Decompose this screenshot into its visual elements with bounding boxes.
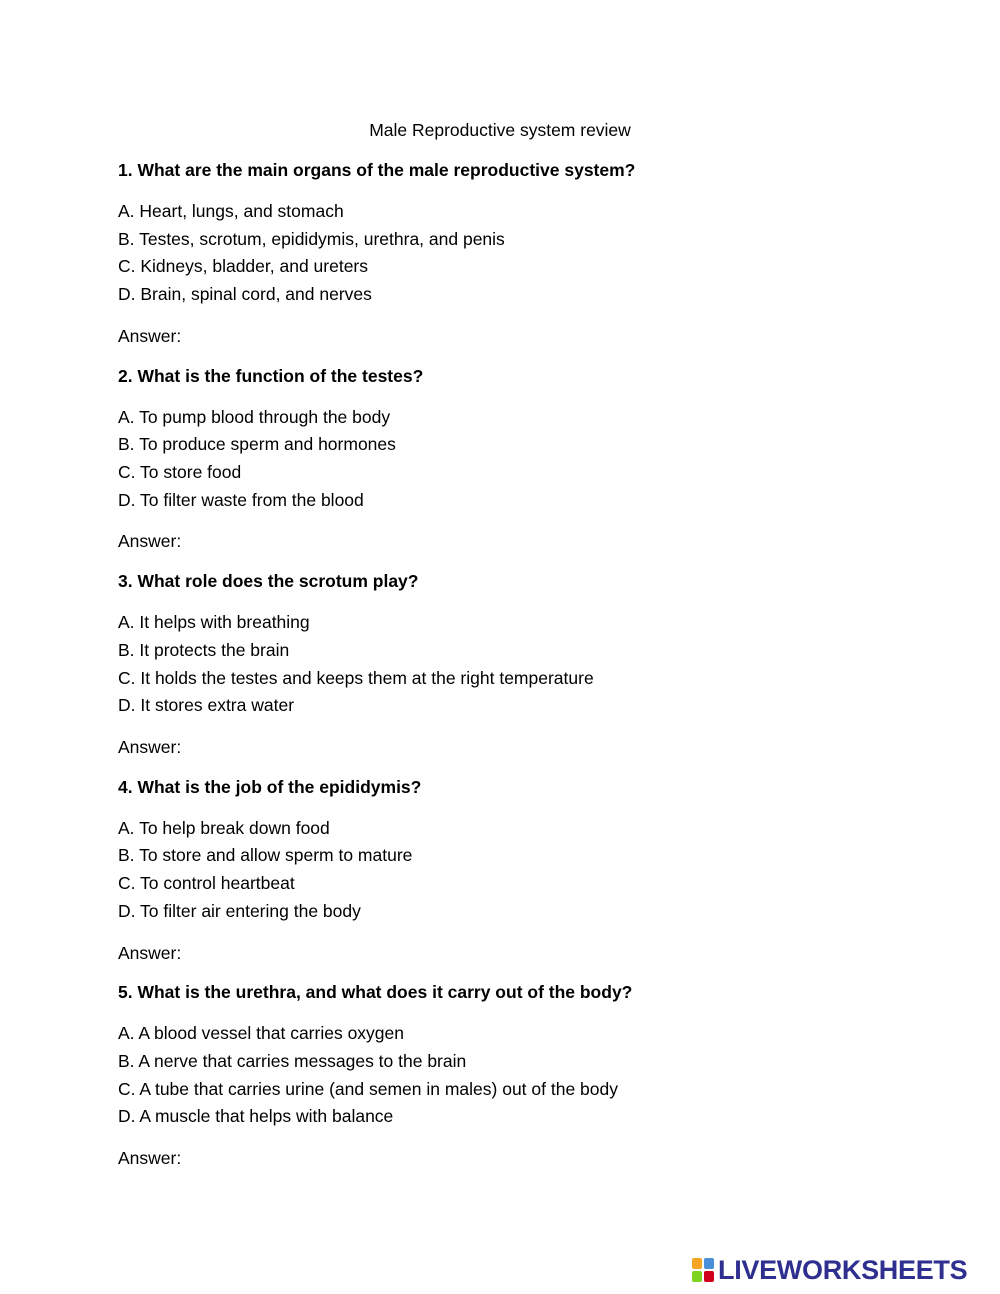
option-item: B. To produce sperm and hormones: [118, 434, 396, 455]
option-item: A. A blood vessel that carries oxygen: [118, 1023, 404, 1044]
question-block-5: [118, 979, 938, 1185]
logo-square: [692, 1258, 702, 1269]
option-item: B. To store and allow sperm to mature: [118, 845, 413, 866]
option-item: C. A tube that carries urine (and semen in males) out of the body: [118, 1078, 618, 1099]
option-item: B. Testes, scrotum, epididymis, urethra, and penis: [118, 228, 505, 249]
option-item: D. To filter air entering the body: [118, 900, 361, 921]
option-item: D. A muscle that helps with balance: [118, 1106, 394, 1127]
question-block-1: [118, 157, 938, 363]
option-item: C. Kidneys, bladder, and ureters: [118, 256, 369, 277]
option-item: B. A nerve that carries messages to the brain: [118, 1051, 467, 1072]
question-text: 3. What role does the scrotum play?: [118, 571, 419, 592]
answer-label: Answer:: [118, 531, 182, 552]
option-item: A. It helps with breathing: [118, 612, 310, 633]
answer-label: Answer:: [118, 1148, 182, 1169]
option-list: [118, 198, 938, 309]
option-item: A. Heart, lungs, and stomach: [118, 201, 344, 221]
option-item: C. To control heartbeat: [118, 873, 295, 894]
option-item: D. It stores extra water: [118, 695, 295, 716]
question-block-4: [118, 774, 938, 980]
question-text: 5. What is the urethra, and what does it carry out of the body?: [118, 982, 633, 1003]
option-item: D. Brain, spinal cord, and nerves: [118, 284, 372, 305]
option-list: [118, 1020, 938, 1131]
option-item: D. To filter waste from the blood: [118, 489, 364, 510]
logo-square: [704, 1271, 714, 1282]
logo-text: LIVEWORKSHEETS: [718, 1255, 968, 1285]
question-text: 2. What is the function of the testes?: [118, 365, 424, 386]
question-block-2: [118, 363, 938, 569]
option-item: B. It protects the brain: [118, 639, 290, 660]
page-title: Male Reproductive system review: [369, 120, 631, 140]
logo-square: [692, 1271, 702, 1282]
option-item: A. To help break down food: [118, 817, 330, 838]
option-list: [118, 404, 938, 515]
option-list: [118, 815, 938, 926]
logo-square: [704, 1258, 714, 1269]
question-text: 4. What is the job of the epididymis?: [118, 776, 422, 797]
worksheet-content: [118, 157, 938, 1185]
option-list: [118, 609, 938, 720]
question-block-3: [118, 568, 938, 774]
answer-label: Answer:: [118, 736, 182, 757]
option-item: C. It holds the testes and keeps them at the right temperature: [118, 667, 594, 688]
question-text: 1. What are the main organs of the male reproductive system?: [118, 160, 636, 180]
liveworksheets-logo-icon: [692, 1258, 714, 1282]
answer-label: Answer:: [118, 942, 182, 963]
option-item: A. To pump blood through the body: [118, 406, 391, 427]
answer-label: Answer:: [118, 325, 182, 346]
liveworksheets-logo: [692, 1255, 967, 1285]
option-item: C. To store food: [118, 461, 242, 482]
